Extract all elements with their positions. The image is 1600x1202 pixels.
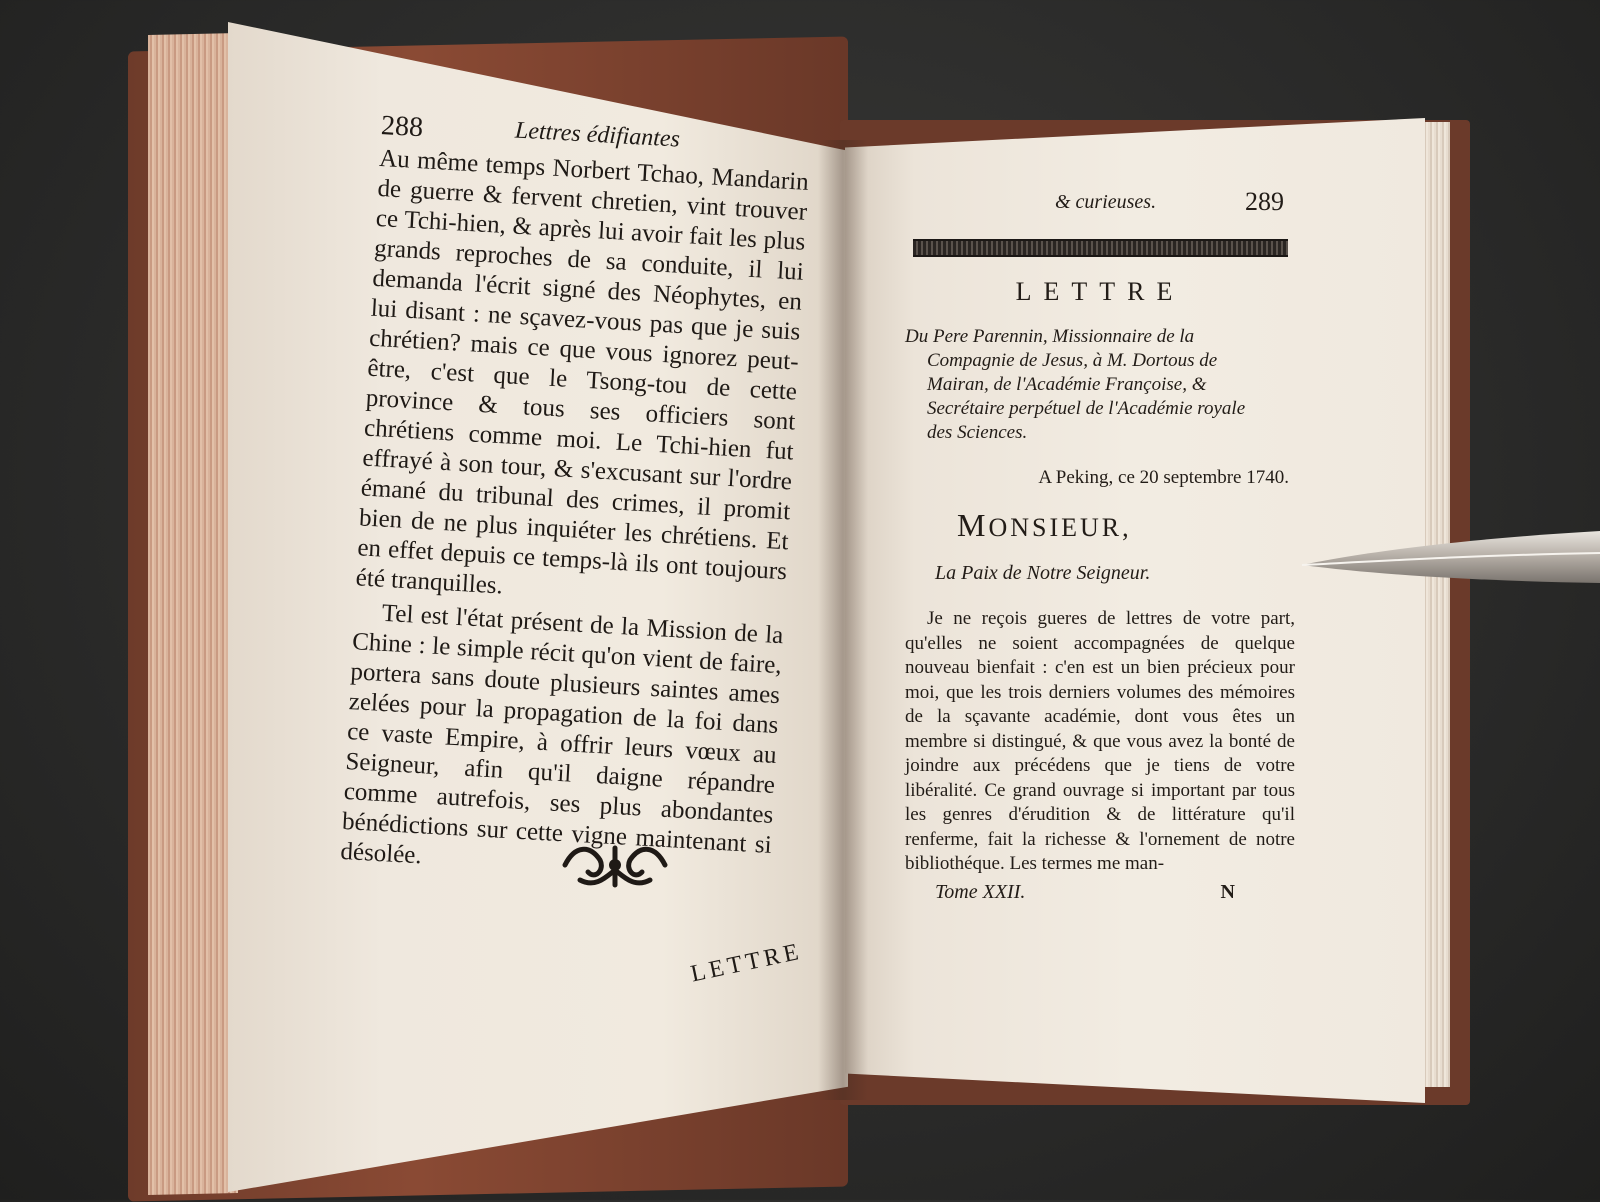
printer-ornament-icon [560, 840, 670, 890]
address-line: Du Pere Parennin, Missionnaire de la [905, 326, 1195, 347]
left-page-body [340, 144, 810, 891]
right-paragraph: Je ne reçois gueres de lettres de votre part, qu'elles ne soient accompagnées de quelque nouveau bienfait : c'en est un bien précieux pour moi, que les trois derniers volumes des mémoires de la sçavante académie, dont vous êtes un membre si distingué, & que vous avez la bonté de joindre aux précédens que je tiens de votre libéralité. Ce grand ouvrage si important par tous les genres d'érudition & de littérature qu'il renferme, fait la richesse & l'ornement de notre bibliothéque. Les termes me man- [905, 608, 1295, 874]
letter-heading: LETTRE [1015, 277, 1185, 306]
salutation-initial: M [957, 507, 989, 543]
page-block-left [148, 33, 238, 1195]
left-page-number: 288 [380, 110, 424, 144]
right-page-footer [905, 881, 1295, 904]
decorative-rule [913, 239, 1288, 257]
address-line: Mairan, de l'Académie Françoise, & [927, 374, 1207, 395]
left-paragraph-2: Tel est l'état présent de la Mission de la Chine : le simple récit qu'on vient de faire, portera sans doute plusieurs saintes ames zelées pour la propagation de la foi dans ce vaste Empire, à offrir leurs vœux au Seigneur, afin qu'il daigne répandre comme autrefois, ses plus abondantes bénédictions sur cette vigne maintenant si désolée. [339, 599, 785, 870]
volume-label: Tome XXII. [935, 880, 1026, 903]
book-gutter [818, 140, 868, 1100]
letter-dateline: A Peking, ce 20 septembre 1740. [1038, 467, 1289, 488]
address-line: Compagnie de Jesus, à M. Dortous de [927, 350, 1218, 371]
letter-address [905, 325, 1295, 445]
right-page-text [905, 185, 1295, 904]
right-running-title: & curieuses. [1055, 191, 1157, 213]
left-page-text [340, 110, 812, 891]
right-page-number: 289 [1245, 187, 1284, 216]
right-page-body [905, 607, 1295, 877]
letter-salutation [905, 507, 1295, 544]
left-paragraph-1: Au même temps Norbert Tchao, Mandarin de guerre & fervent chretien, vint trouver ce Tchi-hien, & après lui avoir fait les plus grands reproches de sa conduite, il lui demanda l'écrit signé des Néophytes, en lui disant : ne sçavez-vous pas que je suis chrétien? mais ce que vous ignorez peut-être, c'est que le Tsong-tou de cette province & tous ses officiers sont chrétiens comme moi. Le Tchi-hien fut effrayé à son tour, & s'excusant sur l'ordre émané du tribunal des crimes, il promit bien de ne plus inquiéter les chrétiens. Et en effet depuis ce temps-là ils ont toujours été tranquilles. [355, 144, 810, 600]
letter-greeting: La Paix de Notre Seigneur. [935, 562, 1151, 584]
salutation-rest: ONSIEUR, [988, 513, 1132, 542]
left-catchword: LETTRE [688, 938, 805, 988]
signature-mark: N [1220, 880, 1235, 903]
address-line: Secrétaire perpétuel de l'Académie royale [927, 398, 1246, 419]
left-running-title: Lettres édifiantes [514, 117, 681, 153]
right-page-header [905, 185, 1295, 221]
letter-opener-icon [1300, 525, 1600, 595]
address-line: des Sciences. [927, 422, 1028, 443]
